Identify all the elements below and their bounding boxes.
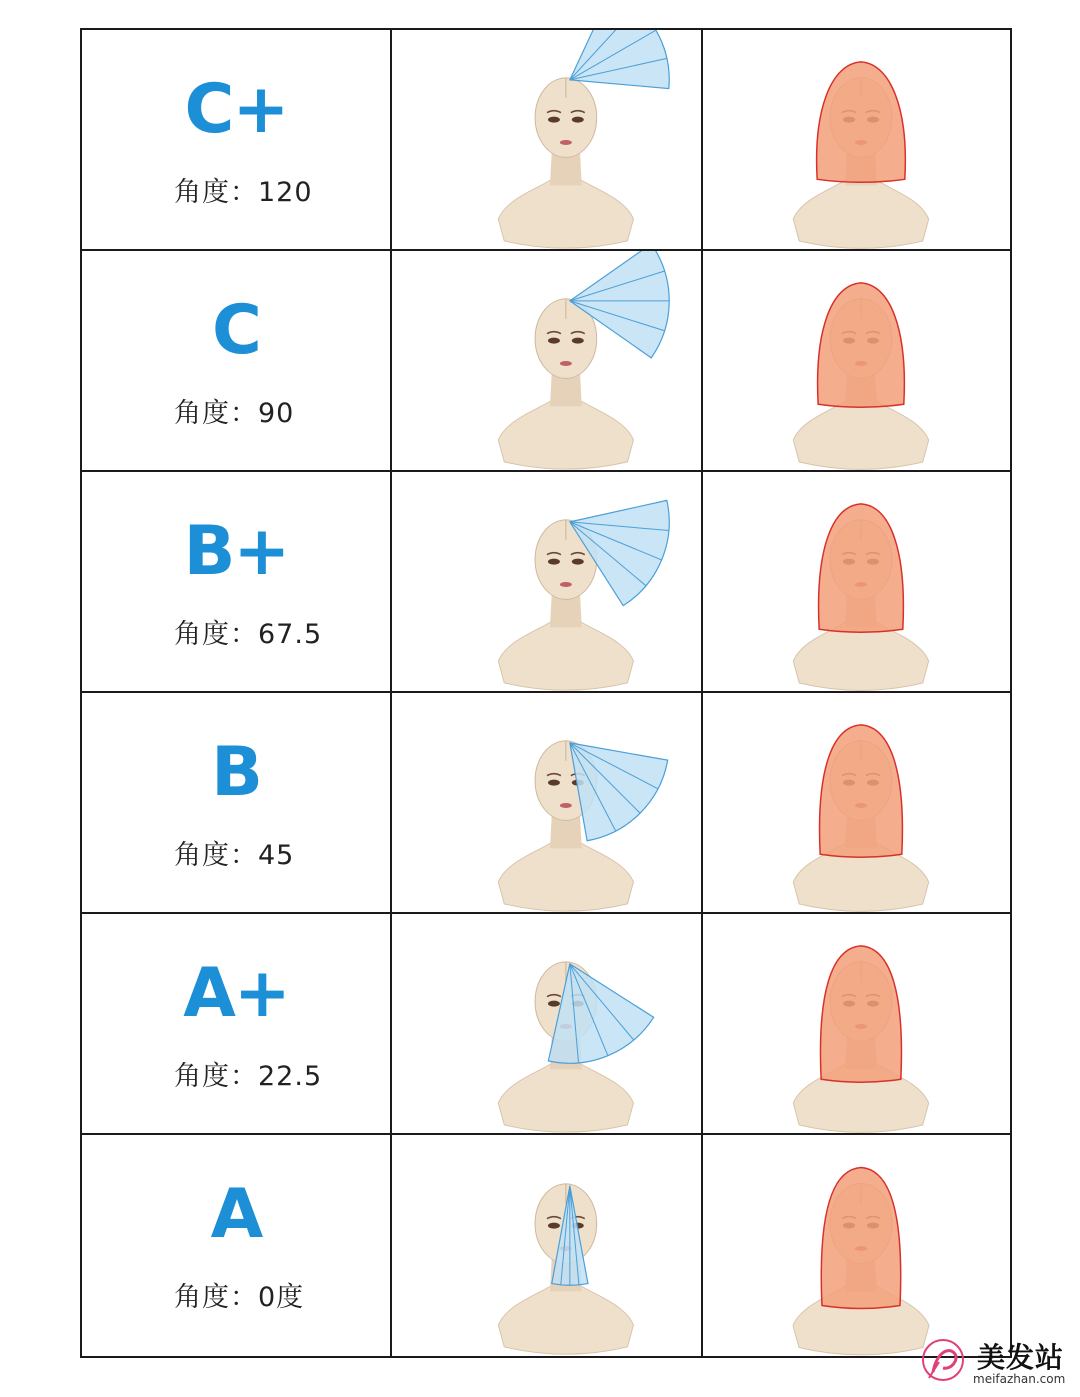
hair-shape (821, 1168, 900, 1309)
fan-sector (570, 30, 669, 89)
elevation-diagram-cell (392, 472, 703, 693)
lips (560, 361, 572, 366)
hair-shape (820, 946, 901, 1082)
eye-left (548, 338, 560, 344)
grade-label-cell (82, 914, 392, 1135)
elevation-diagram-cell (392, 251, 703, 472)
eye-left (548, 559, 560, 565)
haircut-result (703, 914, 1010, 1133)
grade-label-cell (82, 251, 392, 472)
hair-shape (818, 283, 905, 407)
eye-left (548, 1001, 560, 1007)
watermark-url: meifazhan.com (973, 1372, 1066, 1386)
grade-label-cell (82, 693, 392, 914)
shoulders-shape (498, 400, 633, 469)
hair-shape (819, 504, 904, 632)
eye-left (548, 780, 560, 786)
shoulders-shape (793, 400, 928, 469)
haircut-result-cell (703, 472, 1010, 693)
watermark-name: 美发站 (977, 1341, 1065, 1374)
hair-shape (820, 725, 903, 857)
elevation-fan (570, 30, 669, 89)
elevation-diagram (392, 914, 701, 1133)
haircut-result (703, 472, 1010, 691)
elevation-diagram (392, 251, 701, 470)
angle-text: 角度：120 (174, 177, 313, 208)
angle-text: 角度：0度 (174, 1282, 305, 1313)
haircut-result-cell (703, 251, 1010, 472)
eye-left (548, 117, 560, 123)
elevation-diagram (392, 472, 701, 691)
eye-right (572, 117, 584, 123)
haircut-result (703, 30, 1010, 249)
angle-text: 角度：22.5 (174, 1061, 323, 1092)
lips (560, 582, 572, 587)
grade-label-cell (82, 472, 392, 693)
grade-label-cell (82, 30, 392, 251)
shoulders-shape (498, 621, 633, 690)
lips (560, 803, 572, 808)
shoulders-shape (498, 842, 633, 911)
haircut-result-cell (703, 30, 1010, 251)
angle-text: 角度：45 (174, 840, 295, 871)
salon-logo-icon (915, 1332, 975, 1392)
elevation-fan (570, 743, 668, 841)
eye-right (572, 338, 584, 344)
elevation-diagram (392, 693, 701, 912)
elevation-diagram-cell (392, 914, 703, 1135)
grade-letter: C (212, 291, 260, 370)
shoulders-shape (498, 1063, 633, 1132)
eye-left (548, 1223, 560, 1229)
haircut-result (703, 693, 1010, 912)
haircut-result (703, 1135, 1010, 1356)
hair-shape (817, 62, 906, 182)
grade-letter: B+ (183, 512, 289, 591)
elevation-diagram-cell (392, 1135, 703, 1356)
elevation-diagram-cell (392, 693, 703, 914)
elevation-diagram (392, 30, 701, 249)
elevation-diagram-cell (392, 30, 703, 251)
watermark-logo (915, 1332, 1077, 1394)
grade-letter: C+ (184, 70, 288, 149)
haircut-result-cell (703, 914, 1010, 1135)
eye-right (572, 559, 584, 565)
haircut-result-cell (703, 693, 1010, 914)
shoulders-shape (498, 1285, 633, 1354)
shoulders-shape (498, 179, 633, 248)
angle-text: 角度：67.5 (174, 619, 323, 650)
grade-letter: A+ (183, 954, 289, 1033)
grade-letter: B (211, 733, 261, 812)
lips (560, 140, 572, 145)
haircut-result-cell (703, 1135, 1010, 1356)
elevation-diagram (392, 1135, 701, 1356)
grade-letter: A (210, 1175, 262, 1254)
angle-text: 角度：90 (174, 398, 295, 429)
angle-table (80, 28, 1012, 1358)
shoulders-shape (793, 179, 928, 248)
haircut-result (703, 251, 1010, 470)
grade-label-cell (82, 1135, 392, 1356)
